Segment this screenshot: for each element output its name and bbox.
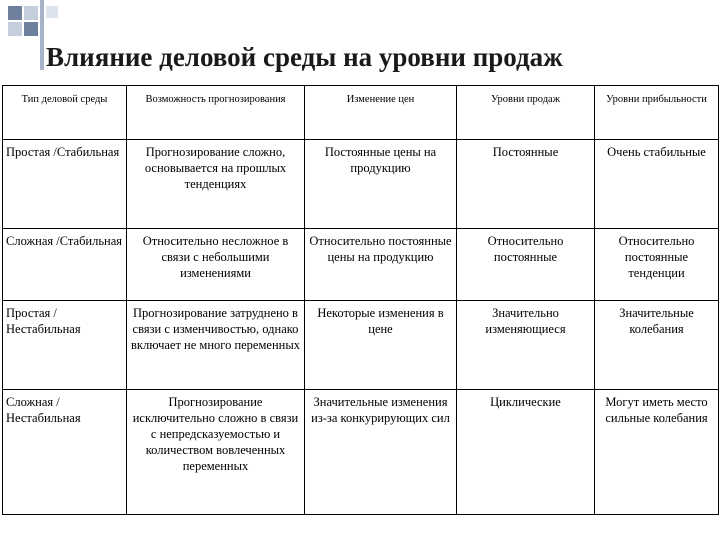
table-cell: Относительно постоянные: [457, 229, 595, 301]
table-cell: Прогнозирование исключительно сложно в связи с непредсказуемостью и количеством вовлеченных переменных: [127, 390, 305, 515]
table-header-row: [3, 86, 719, 140]
table-cell: Постоянные цены на продукцию: [305, 140, 457, 229]
table-row: [3, 390, 719, 515]
decor-square: [24, 6, 38, 20]
table-row: [3, 301, 719, 390]
table-cell: Простая /Стабильная: [3, 140, 127, 229]
decor-square: [8, 6, 22, 20]
table-cell: Значительные изменения из-за конкурирующих сил: [305, 390, 457, 515]
header-cell: Изменение цен: [305, 86, 457, 140]
table-cell: Простая /Нестабильная: [3, 301, 127, 390]
table-cell: Значительно изменяющиеся: [457, 301, 595, 390]
table-cell: Прогнозирование затруднено в связи с изменчивостью, однако включает не много переменных: [127, 301, 305, 390]
table-row: [3, 140, 719, 229]
table-cell: Прогнозирование сложно, основывается на прошлых тенденциях: [127, 140, 305, 229]
decor-square: [8, 22, 22, 36]
slide-title: Влияние деловой среды на уровни продаж: [46, 42, 563, 72]
sales-environment-table: [2, 85, 719, 515]
table-cell: Постоянные: [457, 140, 595, 229]
header-cell: Тип деловой среды: [3, 86, 127, 140]
header-cell: Уровни прибыльности: [595, 86, 719, 140]
table-cell: Относительно постоянные цены на продукцию: [305, 229, 457, 301]
table-row: [3, 229, 719, 301]
table-cell: Относительно несложное в связи с небольшими изменениями: [127, 229, 305, 301]
table-cell: Сложная /Нестабильная: [3, 390, 127, 515]
decor-vertical-line: [40, 0, 44, 70]
header-cell: Уровни продаж: [457, 86, 595, 140]
table-cell: Некоторые изменения в цене: [305, 301, 457, 390]
header-cell: Возможность прогнозирования: [127, 86, 305, 140]
table-cell: Сложная /Стабильная: [3, 229, 127, 301]
table-cell: Могут иметь место сильные колебания: [595, 390, 719, 515]
table-cell: Значительные колебания: [595, 301, 719, 390]
table-cell: Циклические: [457, 390, 595, 515]
table-cell: Очень стабильные: [595, 140, 719, 229]
decor-square: [24, 22, 38, 36]
table-cell: Относительно постоянные тенденции: [595, 229, 719, 301]
decor-square: [46, 6, 58, 18]
